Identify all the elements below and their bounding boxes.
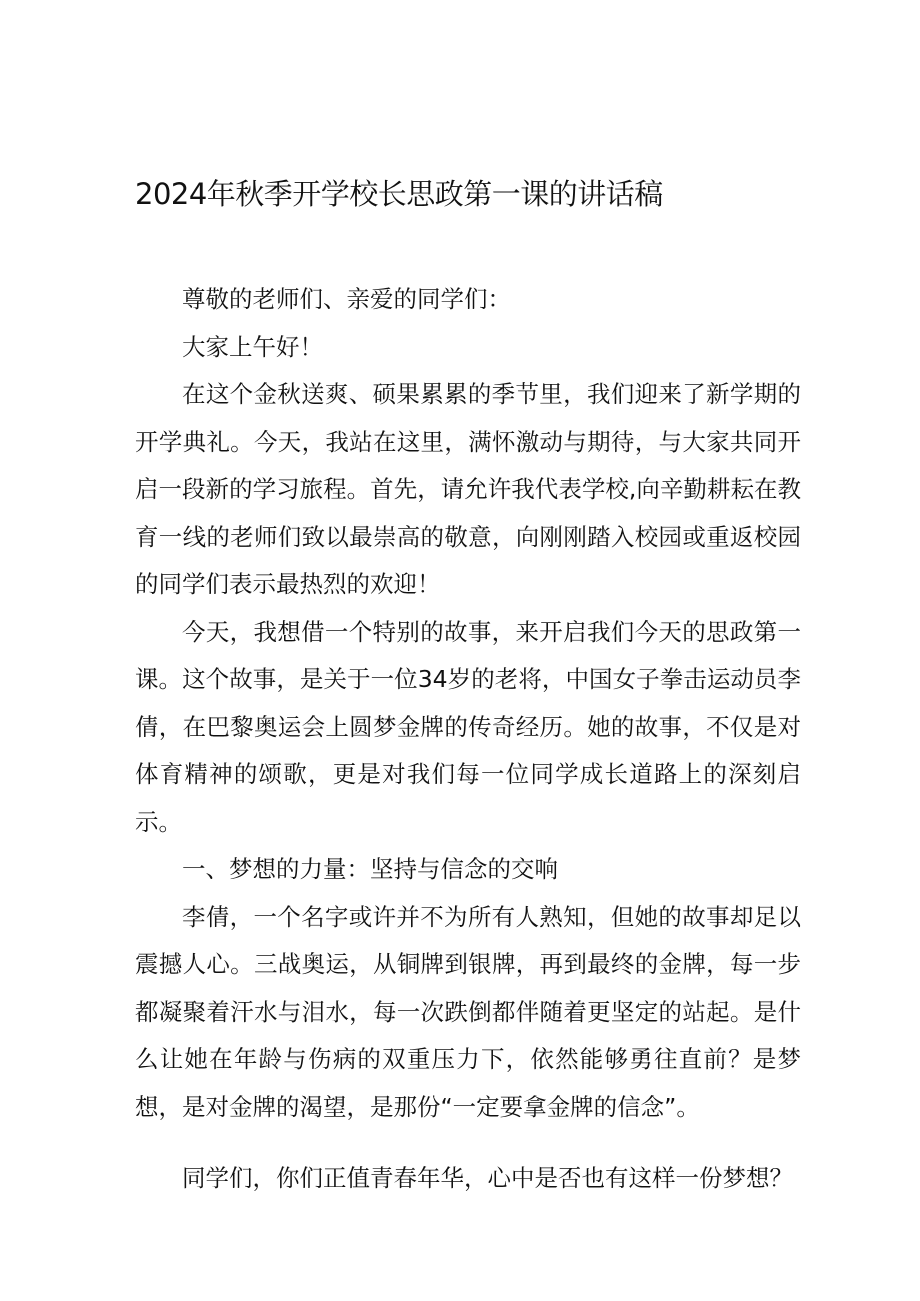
paragraph-li-qian: 李倩，一个名字或许并不为所有人熟知，但她的故事却足以震撼人心。三战奥运，从铜牌到银牌，再到最终的金牌，每一步都凝聚着汗水与泪水，每一次跌倒都伴随着更坚定的站起。是什么让她在年龄与伤病的双重压力下，依然能够勇往直前？是梦想，是对金牌的渴望，是那份“一定要拿金牌的信念”。 [135,902,801,1121]
paragraph-story-intro: 今天，我想借一个特别的故事，来开启我们今天的思政第一课。这个故事，是关于一位34岁的老将，中国女子拳击运动员李倩，在巴黎奥运会上圆梦金牌的传奇经历。她的故事，不仅是对体育精神的颂歌，更是对我们每一位同学成长道路上的深刻启示。 [135,617,801,836]
document-body [135,276,801,1203]
paragraph-students-dream: 同学们，你们正值青春年华，心中是否也有这样一份梦想？ [182,1164,793,1192]
paragraph-opening: 在这个金秋送爽、硕果累累的季节里，我们迎来了新学期的开学典礼。今天，我站在这里，满怀激动与期待，与大家共同开启一段新的学习旅程。首先，请允许我代表学校,向辛勤耕耘在教育一线的老师们致以最崇高的敬意，向刚刚踏入校园或重返校园的同学们表示最热烈的欢迎！ [135,380,801,598]
document-title: 2024年秋季开学校长思政第一课的讲话稿 [135,177,663,211]
salutation: 尊敬的老师们、亲爱的同学们： [182,285,511,313]
greeting: 大家上午好！ [182,332,323,361]
section-heading-1: 一、梦想的力量：坚持与信念的交响 [182,855,558,883]
